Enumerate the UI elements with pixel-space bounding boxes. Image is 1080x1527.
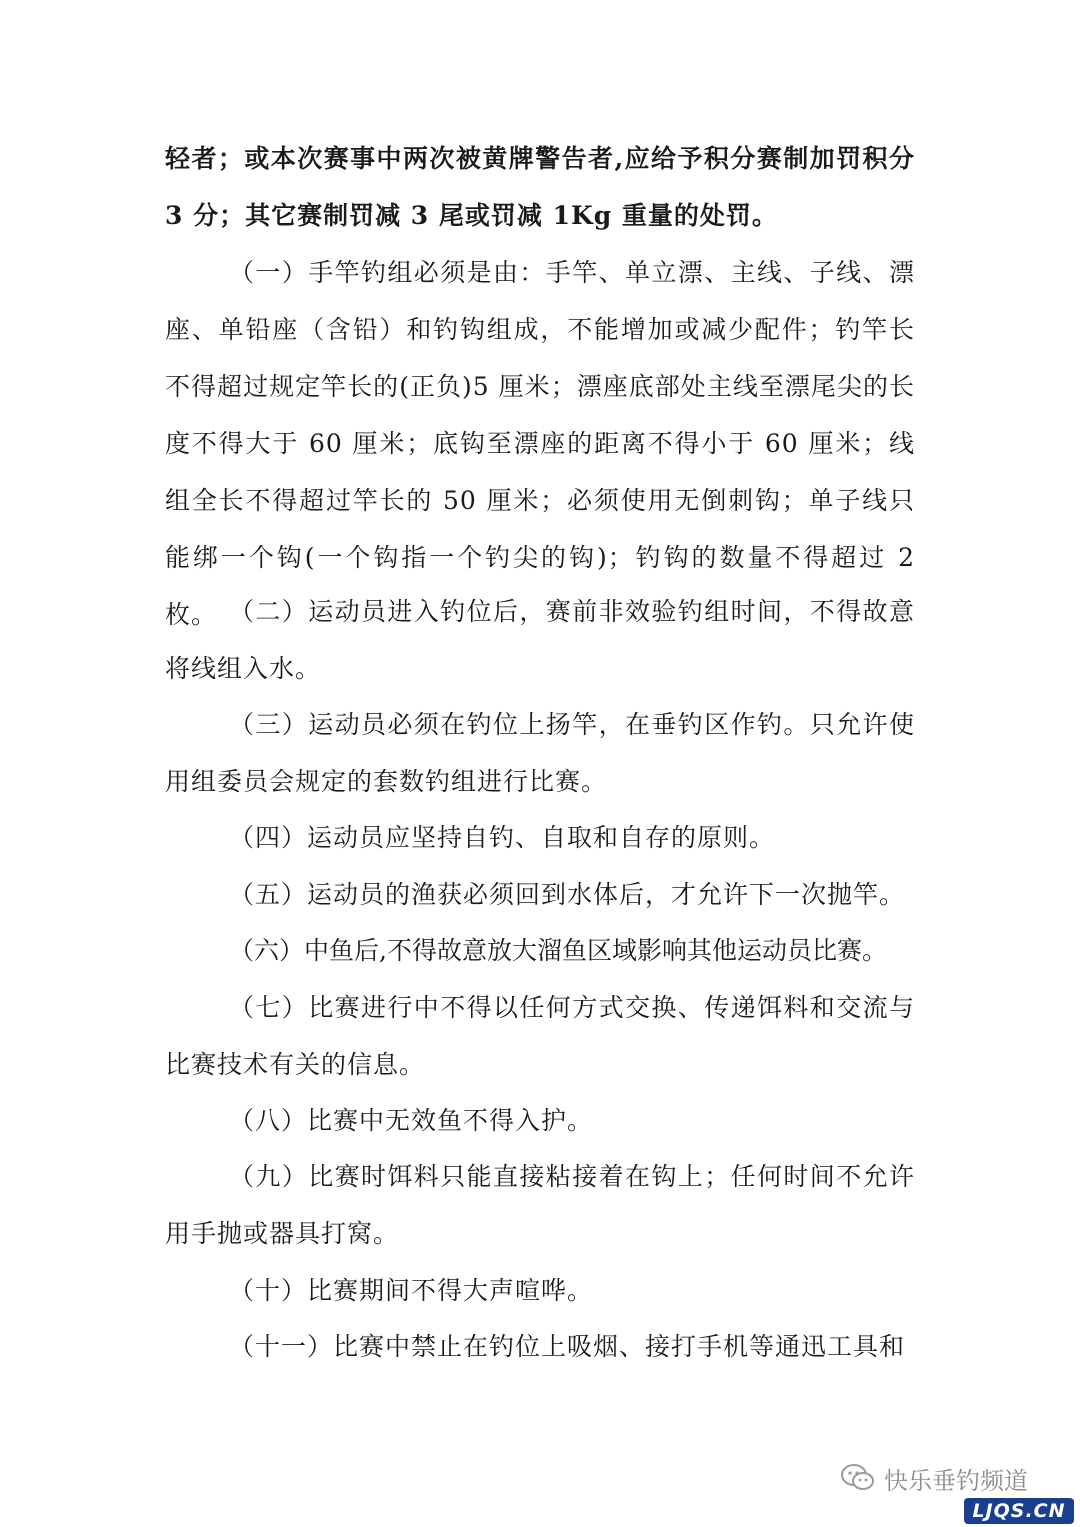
site-logo	[964, 1498, 1074, 1524]
paragraph-rule-4: （四）运动员应坚持自钓、自取和自存的原则。	[229, 823, 776, 852]
site-logo-text: LJQS.CN	[972, 1500, 1066, 1522]
paragraph-rule-7: （七）比赛进行中不得以任何方式交换、传递饵料和交流与比赛技术有关的信息。	[165, 993, 915, 1079]
wechat-watermark	[840, 1458, 1028, 1498]
paragraph-rule-1: （一）手竿钓组必须是由：手竿、单立漂、主线、子线、漂座、单铅座（含铅）和钓钩组成，不能增加或减少配件；钓竿长不得超过规定竿长的(正负)5 厘米；漂座底部处主线至漂尾尖的长度不得大于 60 厘米；底钩至漂座的距离不得小于 60 厘米；线组全长不得超过竿长的 50 厘米；必须使用无倒刺钩；单子线只能绑一个钩(一个钩指一个钓尖的钩)；钓钩的数量不得超过 2 枚。	[165, 258, 915, 629]
paragraph-rule-10: （十）比赛期间不得大声喧哗。	[229, 1276, 594, 1305]
paragraph-rule-6: （六）中鱼后,不得故意放大溜鱼区域影响其他运动员比赛。	[229, 936, 887, 965]
paragraph-rule-3: （三）运动员必须在钓位上扬竿，在垂钓区作钓。只允许使用组委员会规定的套数钓组进行比赛。	[165, 710, 915, 796]
paragraph-rule-8: （八）比赛中无效鱼不得入护。	[229, 1106, 594, 1135]
paragraph-penalty-continued: 轻者；或本次赛事中两次被黄牌警告者,应给予积分赛制加罚积分 3 分；其它赛制罚减 3 尾或罚减 1Kg 重量的处罚。	[165, 144, 915, 230]
paragraph-rule-11: （十一）比赛中禁止在钓位上吸烟、接打手机等通迅工具和	[229, 1332, 906, 1361]
paragraph-rule-9: （九）比赛时饵料只能直接粘接着在钩上；任何时间不允许用手抛或器具打窝。	[165, 1162, 915, 1248]
paragraph-rule-5: （五）运动员的渔获必须回到水体后，才允许下一次抛竿。	[229, 880, 906, 909]
paragraph-rule-2: （二）运动员进入钓位后，赛前非效验钓组时间，不得故意将线组入水。	[165, 597, 915, 683]
watermark-text: 快乐垂钓频道	[884, 1466, 1028, 1495]
wechat-icon	[840, 1463, 876, 1493]
